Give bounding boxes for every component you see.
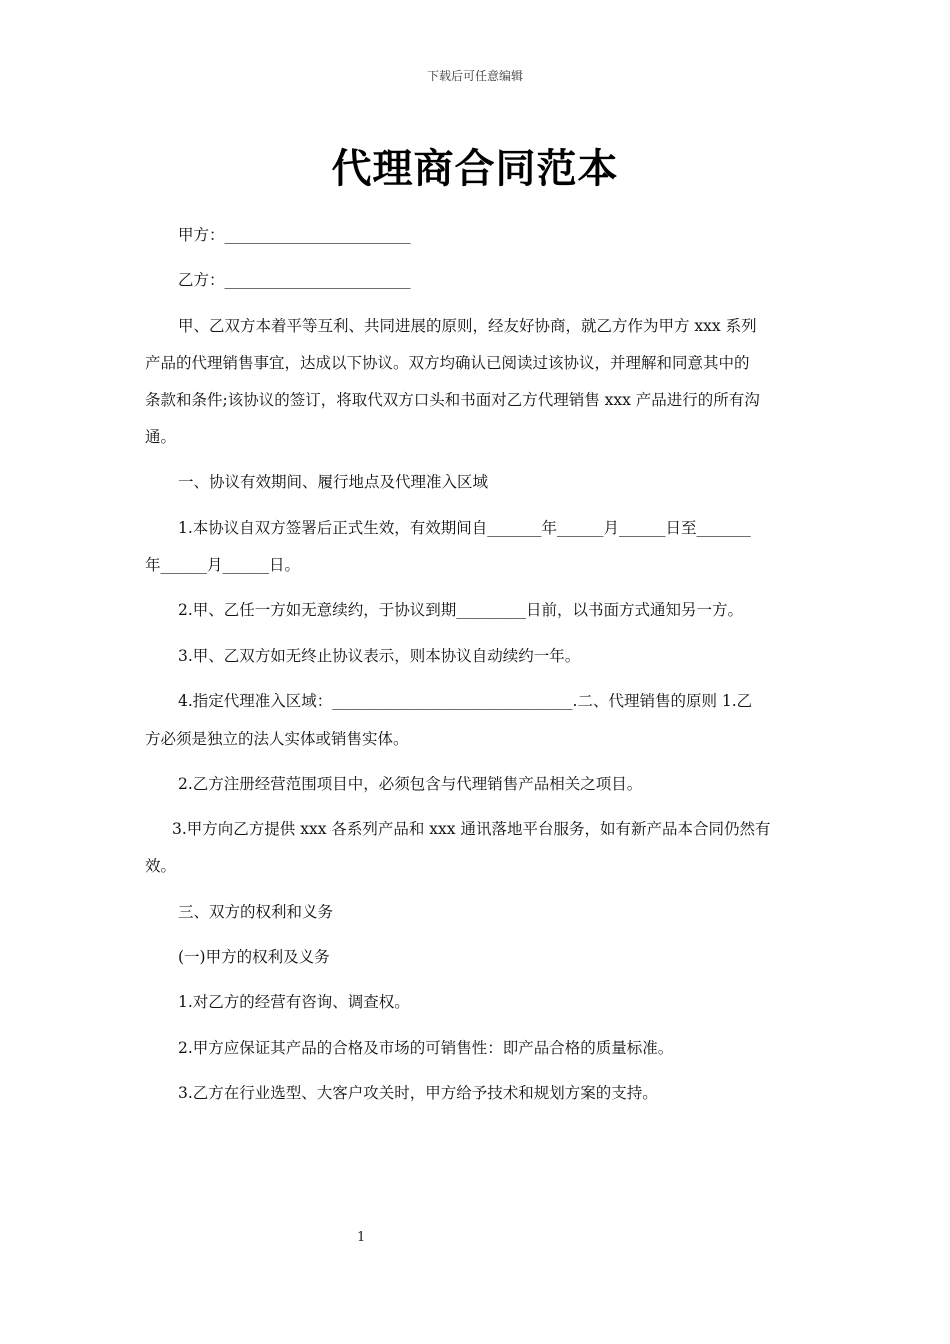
section-2-item-3-line-2: 效。 xyxy=(145,857,177,875)
section-2-item-2: 2.乙方注册经营范围项目中，必须包含与代理销售产品相关之项目。 xyxy=(178,775,643,793)
section-1-item-2: 2.甲、乙任一方如无意续约，于协议到期_________日前，以书面方式通知另一方。 xyxy=(178,601,744,619)
section-1-item-3: 3.甲、乙双方如无终止协议表示，则本协议自动续约一年。 xyxy=(178,647,581,665)
section-1-item-1-line-2: 年______月______日。 xyxy=(145,556,301,574)
section-3-item-2: 2.甲方应保证其产品的合格及市场的可销售性：即产品合格的质量标准。 xyxy=(178,1039,674,1057)
section-3-item-1: 1.对乙方的经营有咨询、调查权。 xyxy=(178,993,410,1011)
section-1-heading: 一、协议有效期间、履行地点及代理准入区域 xyxy=(178,473,489,491)
page-header-note: 下载后可任意编辑 xyxy=(426,69,523,83)
intro-paragraph-line-4: 通。 xyxy=(145,428,177,446)
intro-paragraph-line-3: 条款和条件;该协议的签订，将取代双方口头和书面对乙方代理销售 xxx 产品进行的所有沟 xyxy=(145,391,760,409)
document-title: 代理商合同范本 xyxy=(331,146,619,192)
party-a-line: 甲方：________________________ xyxy=(178,226,411,244)
section-3-subheading-party-a: (一)甲方的权利及义务 xyxy=(178,948,330,966)
section-2-item-3-line-1: 3.甲方向乙方提供 xxx 各系列产品和 xxx 通讯落地平台服务，如有新产品本合同仍然有 xyxy=(172,820,771,838)
section-3-heading: 三、双方的权利和义务 xyxy=(178,903,334,921)
section-1-item-1-line-1: 1.本协议自双方签署后正式生效，有效期间自_______年______月______日至_______ xyxy=(178,519,751,537)
intro-paragraph-line-2: 产品的代理销售事宜，达成以下协议。双方均确认已阅读过该协议，并理解和同意其中的 xyxy=(145,354,750,372)
party-b-line: 乙方：________________________ xyxy=(178,271,411,289)
page-number: 1 xyxy=(357,1230,366,1245)
intro-paragraph-line-1: 甲、乙双方本着平等互利、共同进展的原则，经友好协商，就乙方作为甲方 xxx 系列 xyxy=(178,317,757,335)
section-3-item-3: 3.乙方在行业选型、大客户攻关时，甲方给予技术和规划方案的支持。 xyxy=(178,1084,658,1102)
section-1-item-4-line-2: 方必须是独立的法人实体或销售实体。 xyxy=(145,730,409,748)
section-1-item-4-line-1: 4.指定代理准入区域：_______________________________.二、代理销售的原则 1.乙 xyxy=(178,692,753,710)
